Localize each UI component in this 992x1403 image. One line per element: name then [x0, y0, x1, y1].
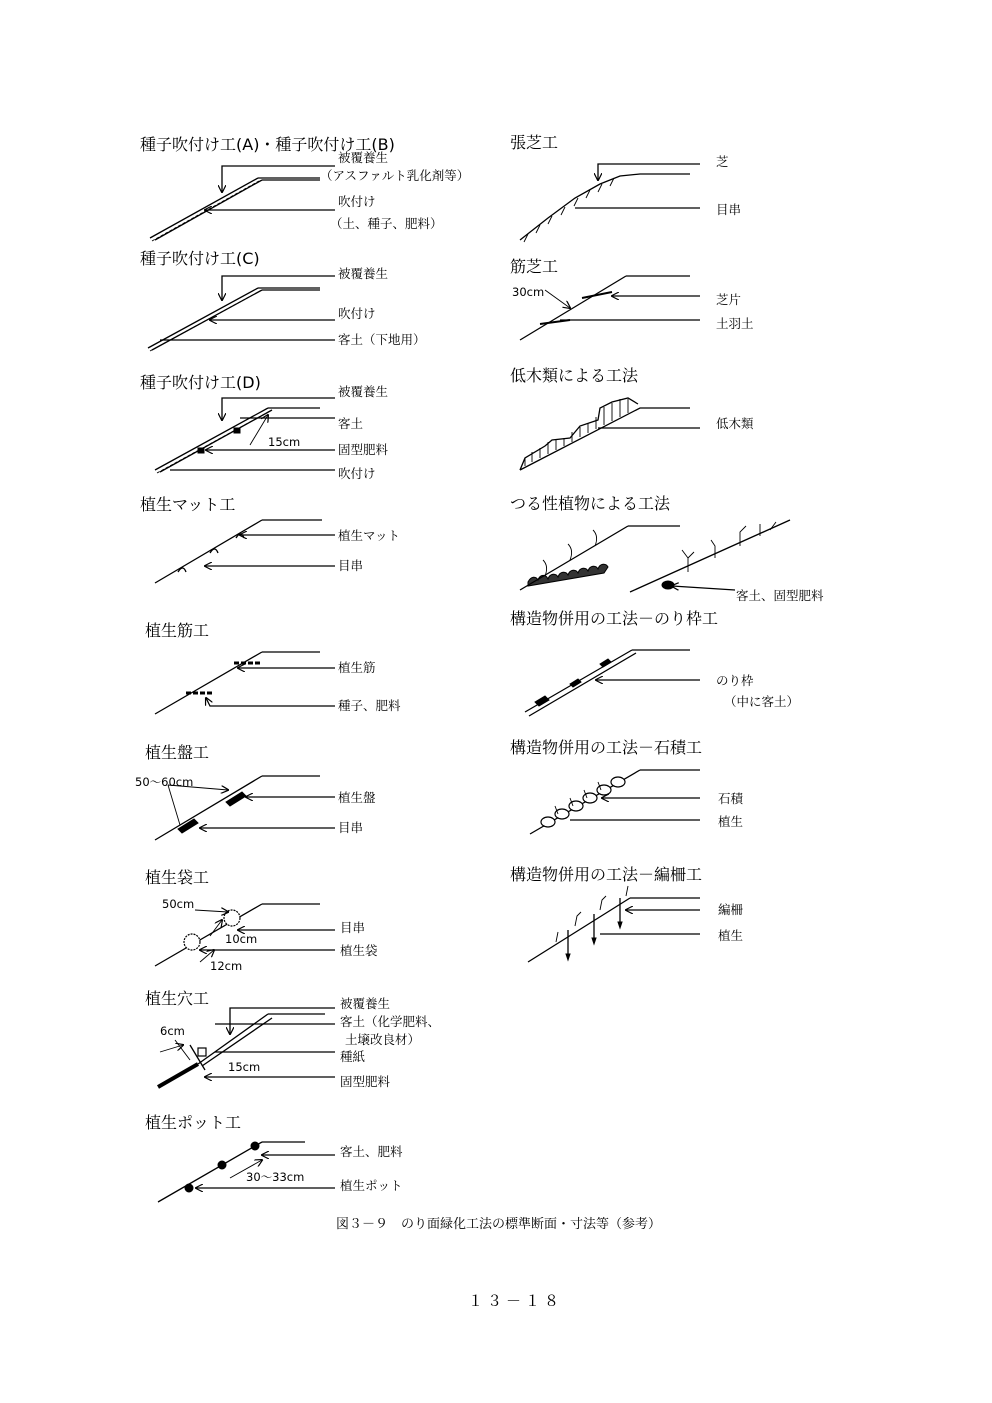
panel-title: 植生筋工 [145, 621, 210, 640]
label: 植生盤 [338, 790, 376, 805]
label: 植生 [718, 928, 744, 943]
panel-vegetation-bag [145, 868, 378, 973]
label: 低木類 [716, 416, 754, 431]
label: 種紙 [340, 1049, 366, 1064]
panel-vegetation-pot [145, 1113, 403, 1202]
label: 植生筋 [338, 660, 376, 675]
panel-shrubs [510, 366, 754, 470]
label: 客土、固型肥料 [736, 588, 824, 603]
panel-slope-frame [510, 609, 799, 716]
panel-title: つる性植物による工法 [510, 494, 671, 513]
label: のり枠 [716, 673, 754, 688]
label: 固型肥料 [338, 442, 389, 457]
dimension: 30～33cm [246, 1170, 305, 1184]
label: 吹付け [338, 194, 376, 209]
dimension: 10cm [225, 932, 258, 946]
label: 吹付け [338, 306, 376, 321]
panel-title: 低木類による工法 [510, 366, 639, 385]
panel-climbing-plants [510, 494, 824, 603]
panel-stone-masonry [510, 738, 745, 834]
panel-vegetation-hole [145, 989, 440, 1089]
label: 客土 [338, 416, 364, 431]
label: 編柵 [718, 902, 744, 917]
panel-title: 植生袋工 [145, 868, 210, 887]
page-number: １３－１８ [468, 1292, 564, 1310]
panel-title: 種子吹付け工(A)・種子吹付け工(B) [140, 135, 395, 154]
dimension: 12cm [210, 959, 243, 973]
panel-title: 構造物併用の工法－石積工 [510, 738, 703, 757]
label: （アスファルト乳化剤等） [320, 168, 470, 183]
label: 客土（下地用） [338, 332, 426, 347]
label: （中に客土） [724, 694, 800, 709]
panel-vegetation-mat [140, 495, 400, 583]
panel-title: 植生盤工 [145, 743, 210, 762]
dimension: 30cm [512, 285, 545, 299]
label: 種子、肥料 [338, 698, 401, 713]
dimension: 15cm [268, 435, 301, 449]
panel-seed-spray-c [140, 249, 426, 351]
panel-title: 植生マット工 [140, 495, 236, 514]
panel-title: 植生ポット工 [145, 1113, 242, 1132]
label: 被覆養生 [338, 384, 389, 399]
label: 植生マット [338, 528, 401, 543]
label: 被覆養生 [338, 266, 389, 281]
panel-wattle-fence [510, 865, 744, 962]
label: 被覆養生 [338, 150, 389, 165]
label: 芝 [716, 154, 729, 169]
label: 植生 [718, 814, 744, 829]
label: 植生袋 [340, 943, 378, 958]
label: 目串 [340, 920, 366, 935]
figure-caption: 図３－９ のり面緑化工法の標準断面・寸法等（参考） [336, 1217, 662, 1232]
panel-title: 筋芝工 [510, 257, 559, 276]
label: 土壌改良材） [345, 1032, 421, 1047]
dimension: 15cm [228, 1060, 261, 1074]
panel-seed-spray-ab [140, 135, 469, 241]
panel-title: 植生穴工 [145, 989, 210, 1008]
label: 被覆養生 [340, 996, 391, 1011]
dimension: 6cm [160, 1024, 185, 1038]
label: 固型肥料 [340, 1074, 391, 1089]
label: 目串 [338, 558, 364, 573]
label: 植生ポット [340, 1178, 403, 1193]
dimension: 50cm [162, 897, 195, 911]
label: （土、種子、肥料） [330, 216, 443, 231]
label: 目串 [338, 820, 364, 835]
panel-title: 張芝工 [510, 133, 559, 152]
label: 芝片 [716, 292, 742, 307]
label: 目串 [716, 202, 742, 217]
panel-title: 構造物併用の工法－編柵工 [510, 865, 703, 884]
panel-title: 構造物併用の工法－のり枠工 [510, 609, 719, 628]
label: 土羽土 [716, 316, 754, 331]
dimension: 50～60cm [135, 775, 194, 789]
panel-seed-spray-d [140, 373, 389, 481]
panel-title: 種子吹付け工(C) [140, 249, 260, 268]
label: 吹付け [338, 466, 376, 481]
panel-vegetation-board [135, 743, 376, 840]
label: 客土、肥料 [340, 1144, 403, 1159]
panel-sod-strip [510, 257, 754, 340]
panel-title: 種子吹付け工(D) [140, 373, 261, 392]
panel-vegetation-strip [145, 621, 401, 714]
label: 石積 [718, 791, 744, 806]
label: 客土（化学肥料、 [340, 1014, 441, 1029]
panel-sod-laying [510, 133, 741, 242]
